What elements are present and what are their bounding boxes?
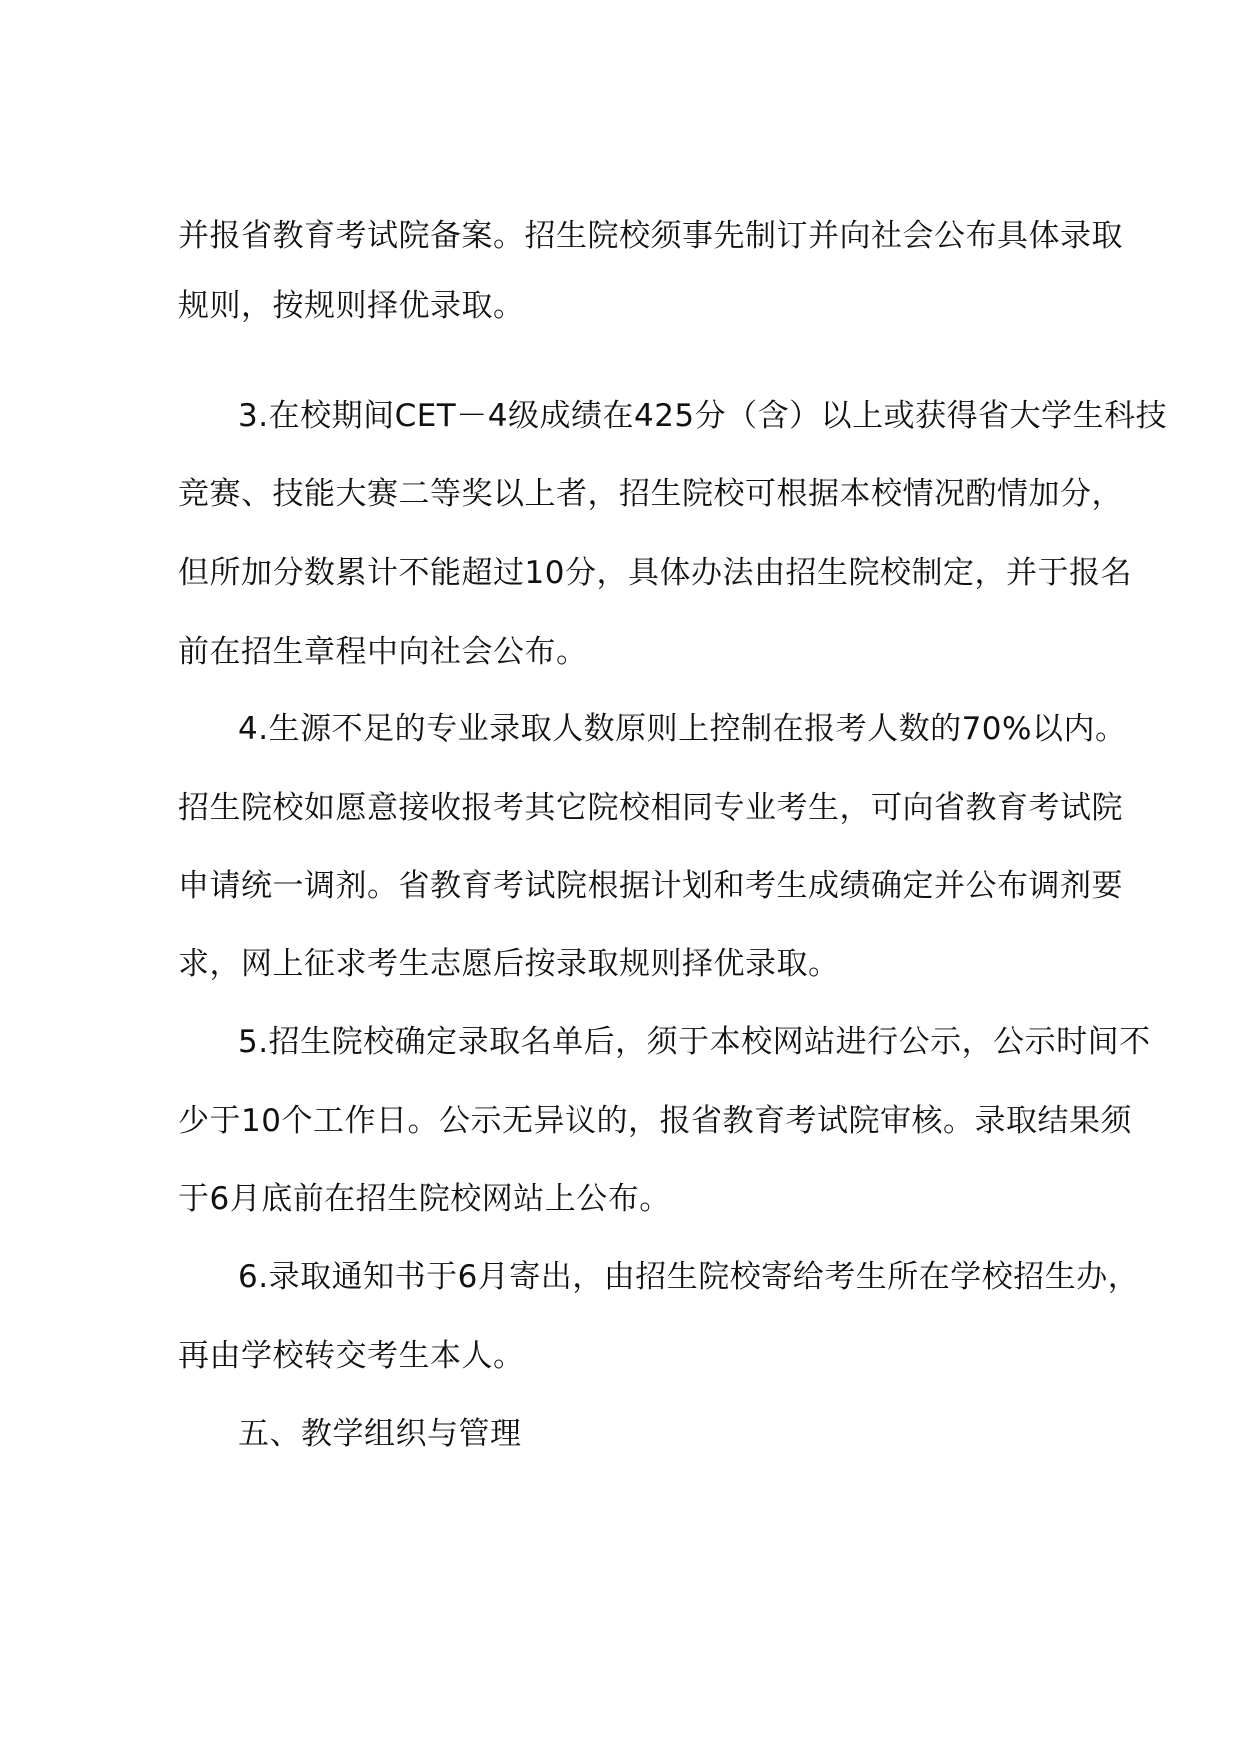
text-line: 4.生源不足的专业录取人数原则上控制在报考人数的70%以内。 — [238, 711, 1127, 747]
text-line: 少于10个工作日。公示无异议的，报省教育考试院审核。录取结果须 — [178, 1103, 1132, 1139]
text-line: 前在招生章程中向社会公布。 — [178, 634, 588, 670]
text-line: 招生院校如愿意接收报考其它院校相同专业考生，可向省教育考试院 — [178, 790, 1123, 826]
text-line: 并报省教育考试院备案。招生院校须事先制订并向社会公布具体录取 — [178, 218, 1123, 254]
text-line: 5.招生院校确定录取名单后，须于本校网站进行公示，公示时间不 — [238, 1024, 1151, 1060]
section-heading: 五、教学组织与管理 — [238, 1416, 522, 1452]
text-line: 规则，按规则择优录取。 — [178, 288, 525, 324]
text-line: 申请统一调剂。省教育考试院根据计划和考生成绩确定并公布调剂要 — [178, 868, 1123, 904]
text-line: 但所加分数累计不能超过10分，具体办法由招生院校制定，并于报名 — [178, 555, 1132, 591]
text-line: 6.录取通知书于6月寄出，由招生院校寄给考生所在学校招生办， — [238, 1259, 1140, 1295]
text-line: 于6月底前在招生院校网站上公布。 — [178, 1181, 671, 1217]
text-line: 3.在校期间CET－4级成绩在425分（含）以上或获得省大学生科技 — [238, 398, 1168, 434]
text-line: 求，网上征求考生志愿后按录取规则择优录取。 — [178, 946, 840, 982]
text-line: 再由学校转交考生本人。 — [178, 1338, 525, 1374]
text-line: 竞赛、技能大赛二等奖以上者，招生院校可根据本校情况酌情加分， — [178, 476, 1123, 512]
